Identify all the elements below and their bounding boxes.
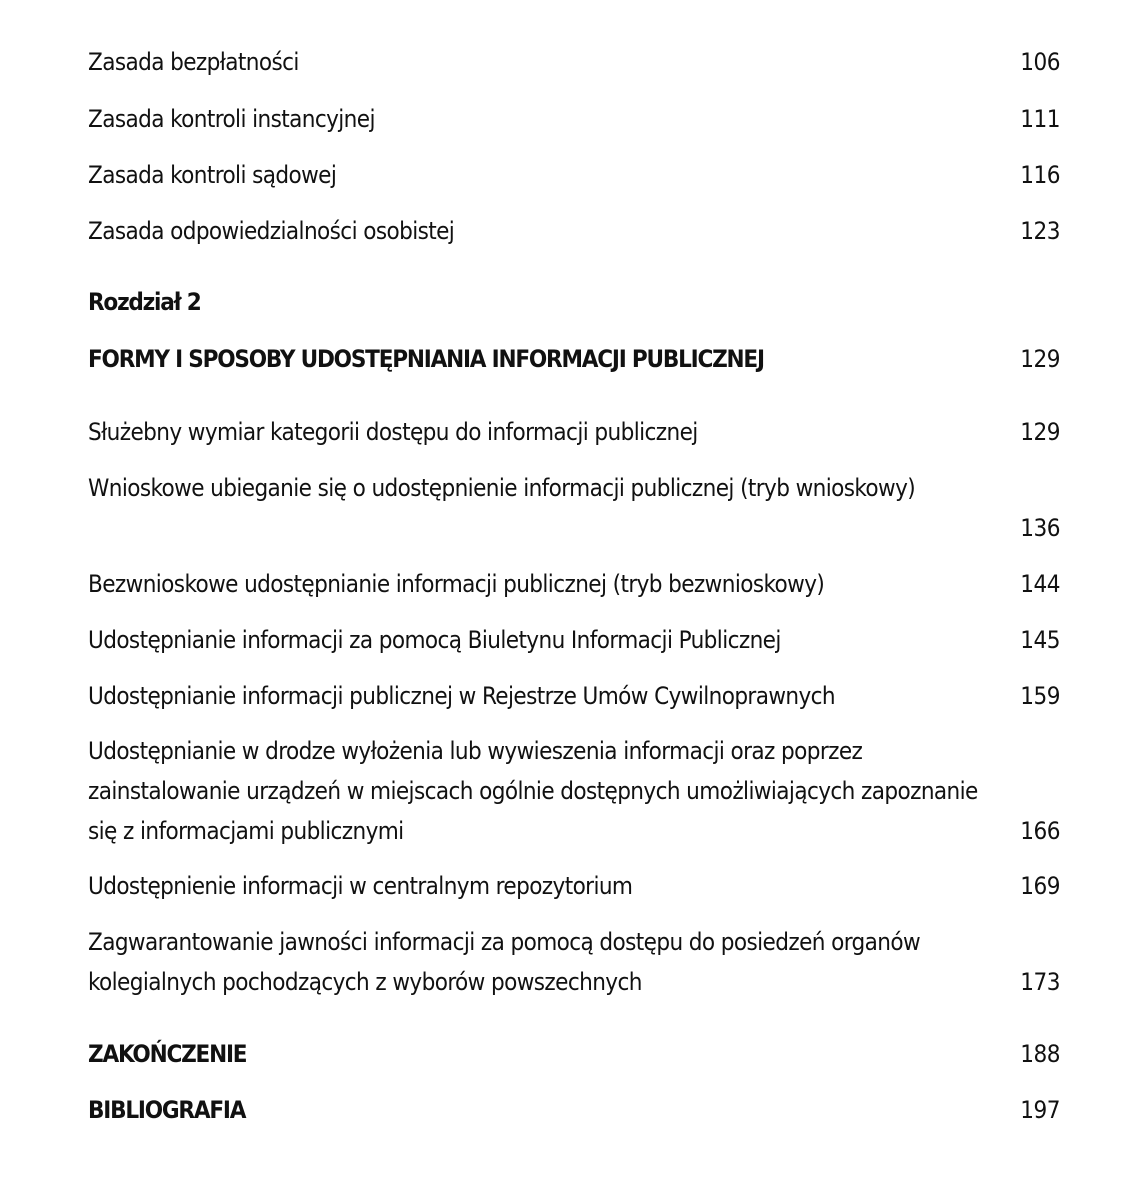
toc-entry-title: Udostępnianie informacji za pomocą Biuletynu Informacji Publicznej — [88, 626, 781, 654]
toc-entry-page: 136 — [1020, 514, 1060, 542]
toc-entry-page: 111 — [1020, 105, 1060, 133]
toc-entry-page: 166 — [1020, 817, 1060, 845]
toc-entry-title: Służebny wymiar kategorii dostępu do informacji publicznej — [88, 418, 698, 446]
toc-entry-page: 106 — [1020, 48, 1060, 76]
toc-entry-title: Zasada odpowiedzialności osobistej — [88, 217, 455, 245]
toc-entry — [88, 468, 1060, 548]
chapter-label-text: Rozdział 2 — [88, 288, 201, 316]
toc-entry-title: Bezwnioskowe udostępnianie informacji publicznej (tryb bezwnioskowy) — [88, 570, 825, 598]
toc-entry-title: Udostępnienie informacji w centralnym repozytorium — [88, 872, 633, 900]
toc-entry-title: Zagwarantowanie jawności informacji za pomocą dostępu do posiedzeń organów kolegialnych pochodzących z wyborów powszechnych — [88, 928, 921, 996]
toc-entry-page: 129 — [1020, 418, 1060, 446]
toc-entry-page: 197 — [1020, 1096, 1060, 1124]
toc-entry-page: 144 — [1020, 570, 1060, 598]
toc-entry-page: 123 — [1020, 217, 1060, 245]
toc-entry — [88, 731, 1060, 851]
toc-entry-title: ZAKOŃCZENIE — [88, 1040, 247, 1068]
toc-entry — [88, 922, 1060, 1002]
chapter-title: FORMY I SPOSOBY UDOSTĘPNIANIA INFORMACJI PUBLICZNEJ — [88, 345, 764, 373]
toc-entry-page: 116 — [1020, 161, 1060, 189]
toc-entry-title: Udostępnianie informacji publicznej w Rejestrze Umów Cywilnoprawnych — [88, 682, 836, 710]
toc-entry-title: Zasada kontroli sądowej — [88, 161, 337, 189]
toc-entry-title: Wnioskowe ubieganie się o udostępnienie informacji publicznej (tryb wnioskowy) — [88, 474, 916, 502]
toc-entry-page: 159 — [1020, 682, 1060, 710]
toc-entry-page: 169 — [1020, 872, 1060, 900]
toc-entry-title: Zasada bezpłatności — [88, 48, 299, 76]
toc-entry-page: 173 — [1020, 968, 1060, 996]
toc-entry-page: 188 — [1020, 1040, 1060, 1068]
toc-entry-title: BIBLIOGRAFIA — [88, 1096, 246, 1124]
toc-entry-page: 145 — [1020, 626, 1060, 654]
toc-entry-title: Udostępnianie w drodze wyłożenia lub wywieszenia informacji oraz poprzez zainstalowanie urządzeń w miejscach ogólnie dostępnych umożliwiających zapoznanie się z informacjami publicznymi — [88, 737, 978, 845]
toc-entry-title: Zasada kontroli instancyjnej — [88, 105, 375, 133]
chapter-page: 129 — [1020, 345, 1060, 373]
